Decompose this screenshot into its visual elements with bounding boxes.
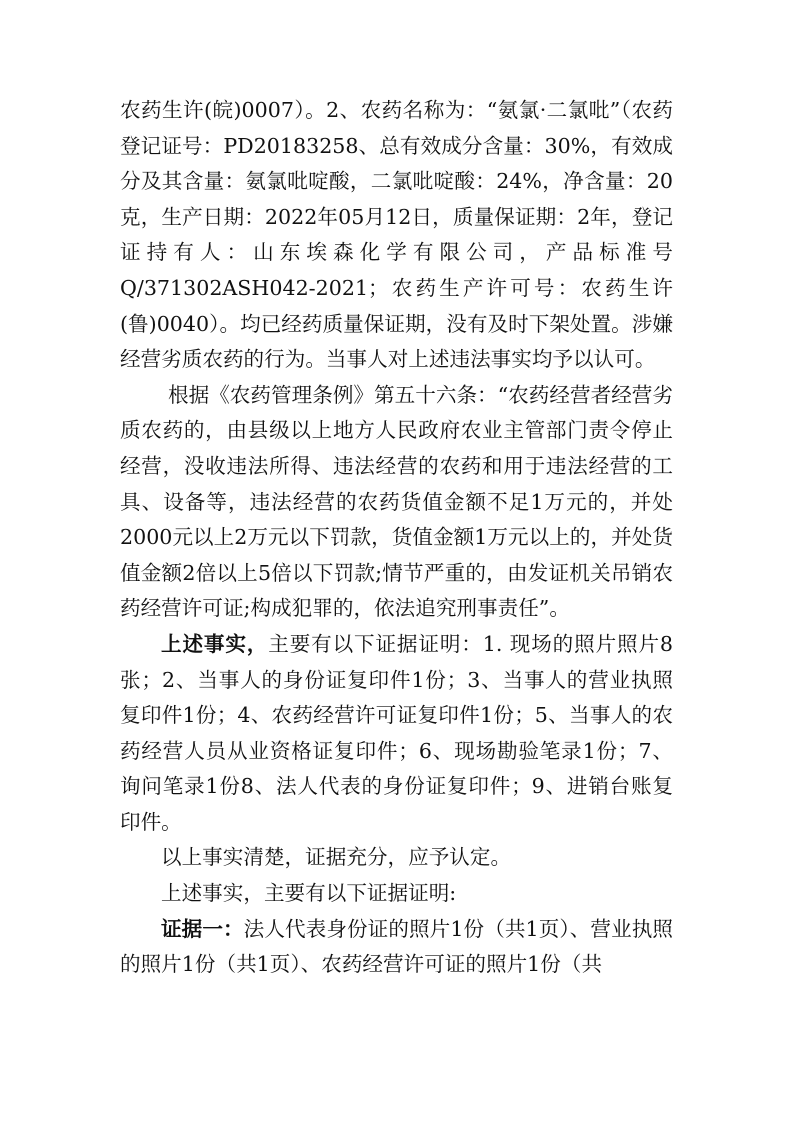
paragraph-text: 法人代表身份证的照片1份（共1页）、营业执照的照片1份（共1页）、农药经营许可证的照片1份（共 <box>120 916 673 977</box>
paragraph-bold-lead: 上述事实， <box>161 631 269 656</box>
paragraph-text: 主要有以下证据证明：1. 现场的照片照片8张；2、当事人的身份证复印件1份；3、当事人的营业执照复印件1份；4、农药经营许可证复印件1份；5、当事人的农药经营人员从业资格证复印件；6、现场勘验笔录1份；7、询问笔录1份8、法人代表的身份证复印件；9、进销台账复印件。 <box>120 631 674 834</box>
paragraph-evidence-intro <box>120 876 673 912</box>
paragraph-text: 上述事实，主要有以下证据证明: <box>161 881 457 906</box>
document-body <box>120 93 673 983</box>
paragraph-text: 以上事实清楚，证据充分，应予认定。 <box>161 845 512 870</box>
paragraph-evidence-list <box>120 627 673 841</box>
paragraph-evidence-one <box>120 912 673 983</box>
paragraph-legal-basis <box>120 378 673 627</box>
paragraph-bold-lead: 证据一： <box>161 916 244 941</box>
paragraph-text: 根据《农药管理条例》第五十六条：“农药经营者经营劣质农药的，由县级以上地方人民政府农业主管部门责令停止经营，没收违法所得、违法经营的农药和用于违法经营的工具、设备等，违法经营的农药货值金额不足1万元的，并处2000元以上2万元以下罚款，货值金额1万元以上的，并处货值金额2倍以上5倍以下罚款;情节严重的，由发证机关吊销农药经营许可证;构成犯罪的，依法追究刑事责任”。 <box>120 382 673 621</box>
paragraph-conclusion <box>120 840 673 876</box>
paragraph-case-facts <box>120 93 673 378</box>
paragraph-text: 农药生许(皖)0007）。2、农药名称为：“氨氯·二氯吡”（农药登记证号：PD20183258、总有效成分含量：30%，有效成分及其含量：氨氯吡啶酸，二氯吡啶酸：24%，净含量：20克，生产日期：2022年05月12日，质量保证期：2年，登记证持有人：山东埃森化学有限公司，产品标准号Q/371302ASH042-2021；农药生产许可号：农药生许(鲁)0040）。均已经药质量保证期，没有及时下架处置。涉嫌经营劣质农药的行为。当事人对上述违法事实均予以认可。 <box>120 98 673 372</box>
